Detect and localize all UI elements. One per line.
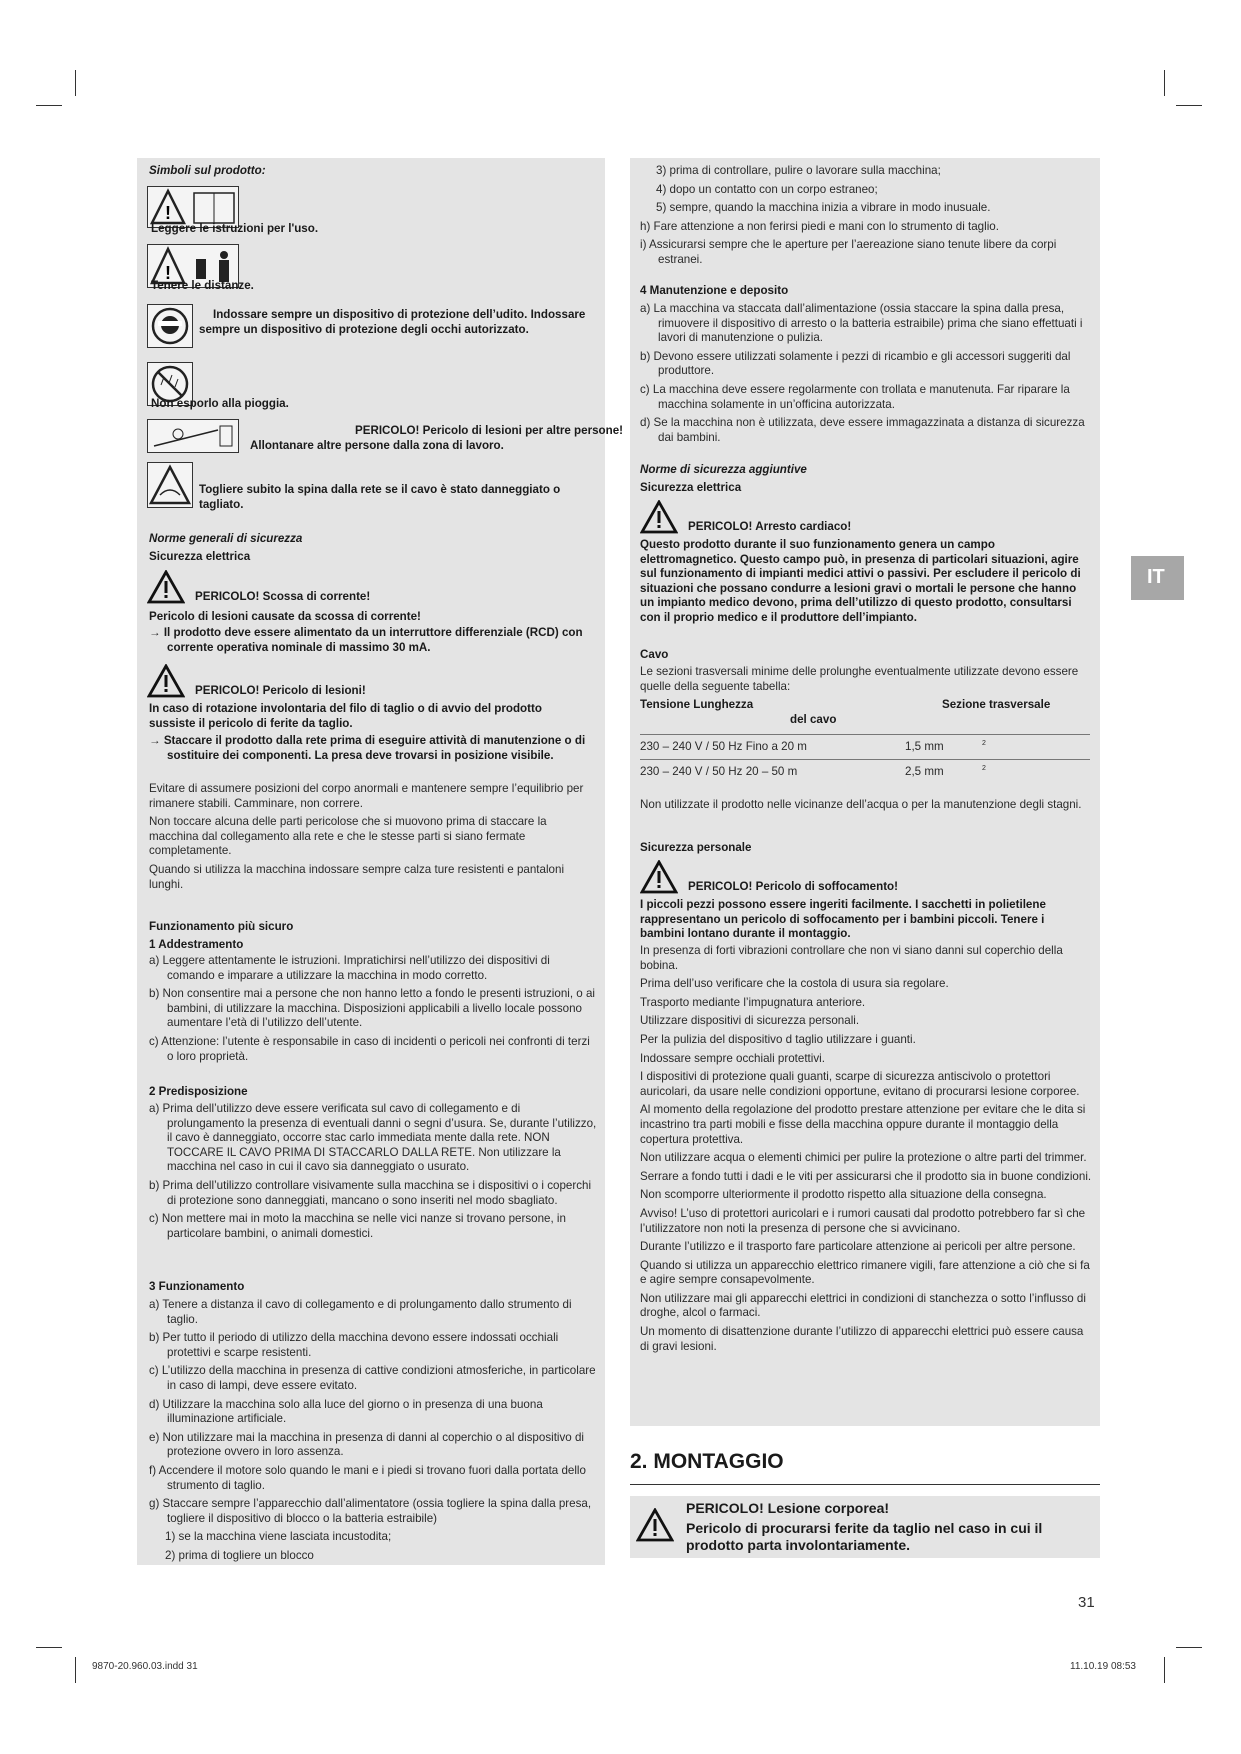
list-item: b) Per tutto il periodo di utilizzo della macchina devono essere indossati occhiali protettivi e scarpe resistenti.: [149, 1331, 559, 1359]
paragraph: Non utilizzare acqua o elementi chimici per pulire la protezione o altre parti del trimmer.: [640, 1151, 1087, 1165]
sub-item: 2) prima di togliere un blocco: [165, 1548, 314, 1562]
list-item: i) Assicurarsi sempre che le aperture per l’aereazione siano tenute libere da corpi estranei.: [640, 238, 1057, 266]
list-item: a) Prima dell’utilizzo deve essere verificata sul cavo di collegamento e di prolungamento la presenza di eventuali danni o segni d’usura. Se, durante l’utilizzo, il cavo è danneggiato, occorre stac carlo immediata mente dalla rete. NON TOCCARE IL CAVO PRIMA DI STACCARLO DALLA RETE. Non utilizzare la macchina nel caso in cui il cavo sia danneggiato o usurato.: [149, 1102, 597, 1174]
paragraph: Utilizzare dispositivi di sicurezza personali.: [640, 1014, 860, 1028]
table-cell: 2: [982, 765, 986, 772]
paragraph: I dispositivi di protezione quali guanti, scarpe di sicurezza antiscivolo o protettori auricolari, da usare nelle condizioni opportune, evitano di procurarsi lesione corporee.: [640, 1070, 1080, 1098]
persons-danger-icon: [147, 419, 239, 453]
symbol-protection-text: Indossare sempre un dispositivo di protezione dell’udito. Indossare sempre un dispositivo di protezione degli occhi autorizzato.: [199, 308, 586, 336]
personal-safety-heading: Sicurezza personale: [640, 841, 752, 854]
assembly-warning-title: PERICOLO! Lesione corporea!: [686, 1500, 890, 1516]
symbol-distance-text: Tenere le distanze.: [151, 279, 254, 292]
personal-paragraphs: [640, 944, 1092, 1358]
symbols-heading: Simboli sul prodotto:: [149, 164, 266, 177]
section-4-list: [640, 302, 1095, 449]
list-item: c) L’utilizzo della macchina in presenza di cattive condizioni atmosferiche, in particolare in caso di lampi, deve essere evitato.: [149, 1364, 596, 1392]
list-item: a) Tenere a distanza il cavo di collegamento e di prolungamento dallo strumento di taglio.: [149, 1298, 572, 1326]
cable-text: Le sezioni trasversali minime delle prolunghe eventualmente utilizzate devono essere quelle della seguente tabella:: [640, 665, 1079, 693]
shock-arrow-label: Il prodotto deve essere alimentato da un interruttore differenziale (RCD) con corrente operativa nominale di massimo 30 mA.: [163, 626, 583, 654]
paragraph: Quando si utilizza la macchina indossare sempre calza ture resistenti e pantaloni lunghi.: [149, 862, 565, 891]
paragraph: Quando si utilizza un apparecchio elettrico rimanere vigili, fare attenzione a ciò che si fa e agire sempre consapevolmente.: [640, 1258, 1090, 1287]
language-tab: [1131, 556, 1184, 600]
warning-icon: [636, 1508, 674, 1547]
suffocation-title: PERICOLO! Pericolo di soffocamento!: [688, 880, 898, 893]
table-header: [640, 698, 1090, 735]
paragraph: Per la pulizia del dispositivo d taglio utilizzare i guanti.: [640, 1032, 916, 1046]
paragraph: Non utilizzare mai gli apparecchi elettrici in condizioni di stanchezza o sotto l’influsso di droghe, alcol o farmaci.: [640, 1291, 1086, 1320]
symbol-danger-title: PERICOLO! Pericolo di lesioni per altre persone!: [355, 424, 624, 437]
paragraph: Prima dell’uso verificare che la costola di usura sia regolare.: [640, 977, 949, 991]
shock-arrow-text: [149, 626, 607, 655]
cable-table: [640, 698, 1090, 784]
crop-mark: [1176, 105, 1202, 106]
paragraph: Al momento della regolazione del prodotto prestare attenzione per evitare che le dita si incastrino tra parti mobili e fisse della macchina oppure durante il montaggio della copertura protettiva.: [640, 1103, 1086, 1146]
list-item: a) Leggere attentamente le istruzioni. Impratichirsi nell’utilizzo dei dispositivi di comando e imparare a utilizzare la macchina in modo corretto.: [149, 954, 550, 982]
table-cell: 2: [982, 740, 986, 747]
crop-mark: [36, 1647, 62, 1648]
list-item: d) Utilizzare la macchina solo alla luce del giorno o in presenza di una buona illuminazione artificiale.: [149, 1397, 543, 1426]
table-cell: 230 – 240 V / 50 Hz 20 – 50 m: [640, 765, 798, 778]
paragraph: Un momento di disattenzione durante l’utilizzo di apparecchi elettrici può essere causa di gravi lesioni.: [640, 1325, 1084, 1353]
section-3-heading: 3 Funzionamento: [149, 1280, 245, 1293]
sub-item: 1) se la macchina viene lasciata incustodita;: [165, 1530, 392, 1544]
warning-icon: [640, 860, 678, 899]
list-item: a) La macchina va staccata dall’alimentazione (ossia staccare la spina dalla presa, rimuovere il dispositivo di arresto o la batteria estraibile) prima che siano effettuati i lavori di manutenzione o pulizia.: [640, 302, 1083, 345]
section-4-heading: 4 Manutenzione e deposito: [640, 284, 789, 297]
crop-mark: [1164, 70, 1165, 96]
list-item: c) La macchina deve essere regolarmente con trollata e manutenuta. Far riparare la macchina solamente in un’officina autorizzata.: [640, 382, 1070, 411]
injury-arrow-text: [149, 734, 607, 763]
paragraph: Trasporto mediante l’impugnatura anteriore.: [640, 995, 866, 1009]
arrow-icon: →: [149, 626, 161, 639]
section-1-list: [149, 954, 597, 1068]
water-text: Non utilizzate il prodotto nelle vicinanze dell’acqua o per la manutenzione degli stagni.: [640, 798, 1082, 811]
list-item: g) Staccare sempre l’apparecchio dall’alimentatore (ossia togliere la spina dalla presa, togliere il dispositivo di blocco o la batteria estraibile): [149, 1497, 592, 1525]
sub-item: 5) sempre, quando la macchina inizia a vibrare in modo inusuale.: [656, 201, 991, 215]
shock-line: Pericolo di lesioni causate da scossa di corrente!: [149, 610, 421, 623]
safer-operation-heading: Funzionamento più sicuro: [149, 920, 294, 933]
table-header-cell: Tensione Lunghezza: [640, 698, 754, 711]
paragraph: Indossare sempre occhiali protettivi.: [640, 1051, 825, 1065]
right-column: [630, 158, 1100, 1426]
warning-icon: [640, 500, 678, 539]
electrical-safety-heading: Sicurezza elettrica: [640, 481, 742, 494]
cardiac-text: Questo prodotto durante il suo funzionamento genera un campo elettromagnetico. Questo campo può, in presenza di particolari situazioni, agire sul funzionamento di impianti medici attivi o passivi. Per escludere il pericolo di situazioni che possano condurre a lesioni gravi o mortali le persone che hanno un impianto medico devono, prima dell’utilizzo di questo prodotto, consultarsi con il proprio medico e il produttore dell’impianto.: [640, 538, 1081, 624]
language-tab-label: IT: [1147, 566, 1165, 588]
electrical-safety-heading: Sicurezza elettrica: [149, 550, 251, 563]
arrow-icon: →: [149, 734, 161, 747]
sub-item: 4) dopo un contatto con un corpo estraneo;: [656, 182, 878, 196]
cable-heading: Cavo: [640, 648, 669, 661]
table-header-cell: del cavo: [790, 713, 837, 726]
assembly-warning-box: [630, 1496, 1100, 1558]
table-cell: 2,5 mm: [905, 765, 944, 778]
additional-safety-heading: Norme di sicurezza aggiuntive: [640, 463, 807, 476]
general-paragraphs: [149, 782, 594, 896]
paragraph: Durante l’utilizzo e il trasporto fare particolare attenzione ai pericoli per altre persone.: [640, 1240, 1076, 1254]
crop-mark: [36, 105, 62, 106]
paragraph: Non scomporre ulteriormente il prodotto rispetto alla situazione della consegna.: [640, 1188, 1047, 1202]
divider: [630, 1484, 1100, 1485]
list-item: b) Devono essere utilizzati solamente i pezzi di ricambio e gli accessori suggeriti dal produttore.: [640, 349, 1071, 378]
list-item: b) Prima dell’utilizzo controllare visivamente sulla macchina se i dispositivi o i coperchi di protezione sono danneggiati, mancano o sono inseriti nel modo sbagliato.: [149, 1178, 592, 1207]
left-column: [137, 158, 624, 1565]
crop-mark: [75, 1657, 76, 1683]
cardiac-title: PERICOLO! Arresto cardiaco!: [688, 520, 852, 533]
damaged-cable-icon: [147, 462, 193, 508]
list-item: f) Accendere il motore solo quando le mani e i piedi si trovano fuori dalla portata dello strumento di taglio.: [149, 1463, 586, 1492]
footer-file-name: 9870-20.960.03.indd 31: [92, 1661, 198, 1672]
list-item: c) Non mettere mai in moto la macchina se nelle vici nanze si trovano persone, in particolare bambini, o animali domestici.: [149, 1212, 566, 1240]
list-item: d) Se la macchina non è utilizzata, deve essere immagazzinata a distanza di sicurezza dai bambini.: [640, 416, 1085, 444]
table-header-cell: Sezione trasversale: [942, 698, 1051, 711]
suffocation-text: I piccoli pezzi possono essere ingeriti facilmente. I sacchetti in polietilene rappresentano un pericolo di soffocamento per i bambini piccoli. Tenere i bambini lontano durante il montaggio.: [640, 898, 1046, 941]
footer-timestamp: 11.10.19 08:53: [1070, 1661, 1136, 1672]
sub-item: 3) prima di controllare, pulire o lavorare sulla macchina;: [656, 164, 941, 177]
list-item: b) Non consentire mai a persone che non hanno letto a fondo le presenti istruzioni, o ai bambini, di utilizzare la macchina. Disposizioni applicabili a livello locale possono aumentare l’età di l’utilizzo dell’utente.: [149, 987, 595, 1030]
table-cell: 230 – 240 V / 50 Hz Fino a 20 m: [640, 740, 807, 753]
paragraph: In presenza di forti vibrazioni controllare che non vi siano danni sul coperchio della bobina.: [640, 944, 1063, 972]
crop-mark: [1176, 1647, 1202, 1648]
shock-title: PERICOLO! Scossa di corrente!: [195, 590, 371, 603]
paragraph: Evitare di assumere posizioni del corpo anormali e mantenere sempre l’equilibrio per rimanere stabili. Camminare, non correre.: [149, 782, 584, 810]
section-heading: 2. MONTAGGIO: [630, 1450, 784, 1473]
hearing-eye-protection-icon: [147, 304, 193, 348]
table-cell: 1,5 mm: [905, 740, 944, 753]
symbol-cable-text: Togliere subito la spina dalla rete se il cavo è stato danneggiato o tagliato.: [199, 483, 561, 511]
section-2-heading: 2 Predisposizione: [149, 1085, 248, 1098]
symbol-danger-text: Allontanare altre persone dalla zona di lavoro.: [250, 439, 504, 452]
section-3-list: [149, 1298, 597, 1568]
paragraph: Serrare a fondo tutti i dadi e le viti per assicurarsi che il prodotto sia in buone condizioni.: [640, 1169, 1092, 1183]
symbol-read-text: Leggere le istruzioni per l'uso.: [151, 222, 319, 235]
list-item: e) Non utilizzare mai la macchina in presenza di danni al coperchio o al dispositivo di protezione ovvero in loro assenza.: [149, 1430, 584, 1459]
svg-text:!: !: [165, 203, 171, 223]
list-item: c) Attenzione: l’utente è responsabile in caso di incidenti o pericoli nei confronti di terzi o loro proprietà.: [149, 1034, 590, 1063]
injury-title: PERICOLO! Pericolo di lesioni!: [195, 684, 366, 697]
table-row: [640, 760, 1090, 784]
paragraph: Non toccare alcuna delle parti pericolose che si muovono prima di staccare la macchina dal collegamento alla rete e che le stesse parti si siano fermate completamente.: [149, 815, 547, 858]
injury-arrow-label: Staccare il prodotto dalla rete prima di eseguire attività di manutenzione o di sostituire dei componenti. La presa deve trovarsi in posizione visibile.: [163, 734, 586, 762]
assembly-warning-text: Pericolo di procurarsi ferite da taglio nel caso in cui il prodotto parta involontariamente.: [686, 1520, 1043, 1553]
injury-bold-text: In caso di rotazione involontaria del filo di taglio o di avvio del prodotto sussiste il pericolo di ferite da taglio.: [149, 702, 542, 730]
crop-mark: [1164, 1657, 1165, 1683]
svg-text:!: !: [165, 263, 171, 283]
page-number: 31: [1078, 1594, 1095, 1611]
table-row: [640, 735, 1090, 760]
list-item: h) Fare attenzione a non ferirsi piedi e mani con lo strumento di taglio.: [640, 219, 999, 233]
warning-icon: [147, 664, 185, 703]
section-2-list: [149, 1102, 597, 1245]
symbol-rain-text: Non esporlo alla pioggia.: [151, 397, 289, 410]
section-1-heading: 1 Addestramento: [149, 938, 244, 951]
crop-mark: [75, 70, 76, 96]
warning-icon: [147, 570, 185, 609]
general-safety-heading: Norme generali di sicurezza: [149, 532, 303, 545]
continued-list: [640, 164, 1090, 272]
paragraph: Avviso! L’uso di protettori auricolari e i rumori causati dal prodotto potrebbero far sì che l’utilizzatore non noti la presenza di persone che si avvicinano.: [640, 1206, 1086, 1235]
